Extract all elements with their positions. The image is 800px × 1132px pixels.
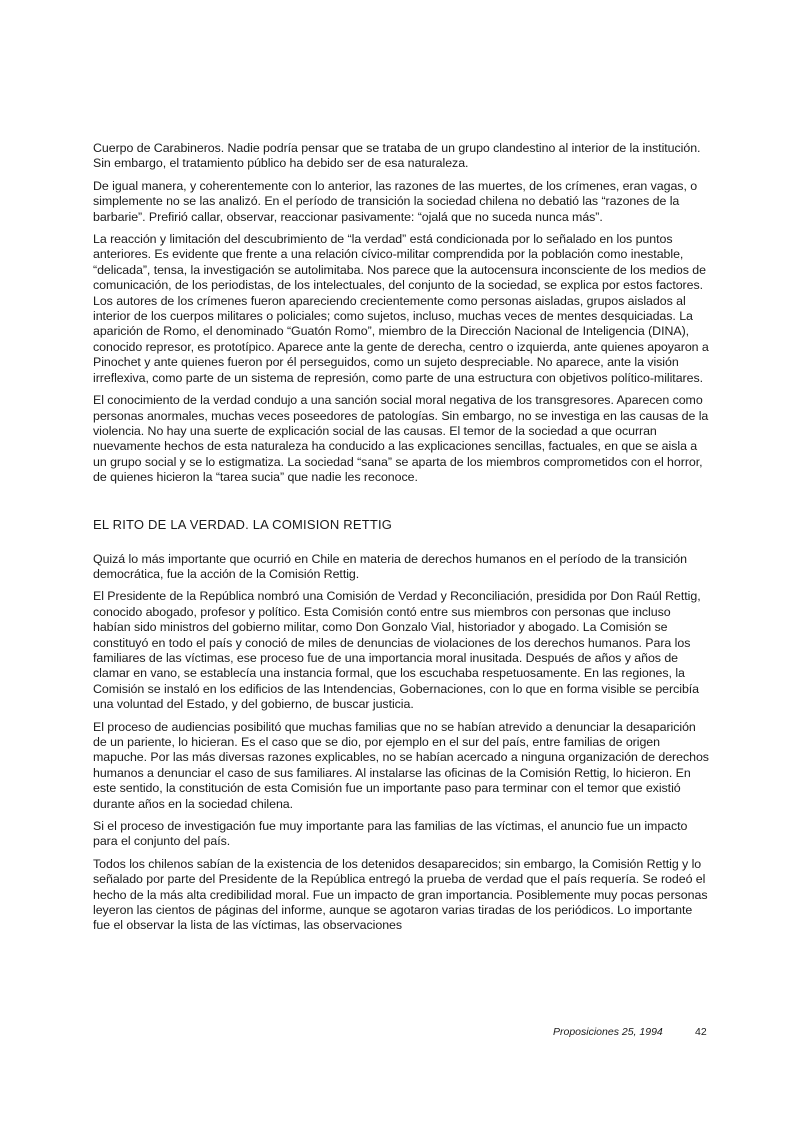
body-paragraph: El proceso de audiencias posibilitó que muchas familias que no se habían atrevido a denunciar la desaparición de un pariente, lo hicieran. Es el caso que se dio, por ejemplo en el sur del país, entre familias de origen mapuche. Por las más diversas razones explicables, no se habían acercado a ninguna organización de derechos humanos a denunciar el caso de sus familiares. Al instalarse las oficinas de la Comisión Rettig, lo hicieron. En este sentido, la constitución de esta Comisión fue un importante paso para terminar con el temor que existió durante años en la sociedad chilena. <box>93 719 709 811</box>
body-paragraph: Todos los chilenos sabían de la existencia de los detenidos desaparecidos; sin embargo, la Comisión Rettig y lo señalado por parte del Presidente de la República entregó la prueba de verdad que el país requería. Se rodeó el hecho de la más alta credibilidad moral. Fue un impacto de gran importancia. Posiblemente muy pocas personas leyeron las cientos de páginas del informe, aunque se agotaron varias tiradas de los periódicos. Lo importante fue el observar la lista de las víctimas, las observaciones <box>93 856 708 933</box>
body-paragraph: El Presidente de la República nombró una Comisión de Verdad y Reconciliación, presidida por Don Raúl Rettig, conocido abogado, profesor y político. Esta Comisión contó entre sus miembros con personas que incluso habían sido ministros del gobierno militar, como Don Gonzalo Vial, historiador y abogado. La Comisión se constituyó en todo el país y conoció de miles de denuncias de violaciones de los derechos humanos. Para los familiares de las víctimas, ese proceso fue de una importancia moral inusitada. Después de años y años de clamar en vano, se establecía una instancia formal, que los escuchaba respetuosamente. En las regiones, la Comisión se instaló en los edificios de las Intendencias, Gobernaciones, con lo que en forma visible se percibía una voluntad del Estado, y del gobierno, de buscar justicia. <box>93 589 701 712</box>
document-body <box>93 141 709 941</box>
body-paragraph: Si el proceso de investigación fue muy importante para las familias de las víctimas, el anuncio fue un impacto para el conjunto del país. <box>93 819 688 849</box>
body-paragraph: La reacción y limitación del descubrimiento de “la verdad” está condicionada por lo señalado en los puntos anteriores. Es evidente que frente a una relación cívico-militar comprendida por la población como inestable, “delicada”, tensa, la investigación se autolimitaba. Nos parece que la autocensura inconsciente de los medios de comunicación, de los periodistas, de los intelectuales, del conjunto de la sociedad, se explica por estos factores. Los autores de los crímenes fueron apareciendo crecientemente como personas aisladas, grupos aislados al interior de los cuerpos militares o policiales; como sujetos, incluso, muchas veces de mentes desquiciadas. La aparición de Romo, el denominado “Guatón Romo”, miembro de la Dirección Nacional de Inteligencia (DINA), conocido represor, es prototípico. Aparece ante la gente de derecha, centro o izquierda, ante quienes apoyaron a Pinochet y ante quienes fueron por él perseguidos, como un sujeto despreciable. No aparece, ante la visión irreflexiva, como parte de un sistema de represión, como parte de una estructura con objetivos político-militares. <box>93 232 709 385</box>
body-paragraph: Quizá lo más importante que ocurrió en Chile en materia de derechos humanos en el período de la transición democrática, fue la acción de la Comisión Rettig. <box>93 551 687 581</box>
body-paragraph: El conocimiento de la verdad condujo a una sanción social moral negativa de los transgresores. Aparecen como personas anormales, muchas veces poseedores de patologías. Sin embargo, no se investiga en las causas de la violencia. No hay una suerte de explicación social de las causas. El temor de la sociedad a que ocurran nuevamente hechos de esta naturaleza ha conducido a las explicaciones sencillas, factuales, en que se aisla a un grupo social y se lo estigmatiza. La sociedad “sana” se aparta de los miembros comprometidos con el horror, de quienes hicieron la “tarea sucia” que nadie les reconoce. <box>93 393 709 485</box>
section-heading: EL RITO DE LA VERDAD. LA COMISION RETTIG <box>93 516 393 532</box>
body-paragraph: Cuerpo de Carabineros. Nadie podría pensar que se trataba de un grupo clandestino al interior de la institución. Sin embargo, el tratamiento público ha debido ser de esa naturaleza. <box>93 141 701 171</box>
body-paragraph: De igual manera, y coherentemente con lo anterior, las razones de las muertes, de los crímenes, eran vagas, o simplemente no se las analizó. En el período de transición la sociedad chilena no debatió las “razones de la barbarie”. Prefirió callar, observar, reaccionar pasivamente: “ojalá que no suceda nunca más”. <box>93 178 698 224</box>
journal-citation: Proposiciones 25, 1994 <box>553 1026 663 1038</box>
page-number: 42 <box>695 1026 707 1038</box>
